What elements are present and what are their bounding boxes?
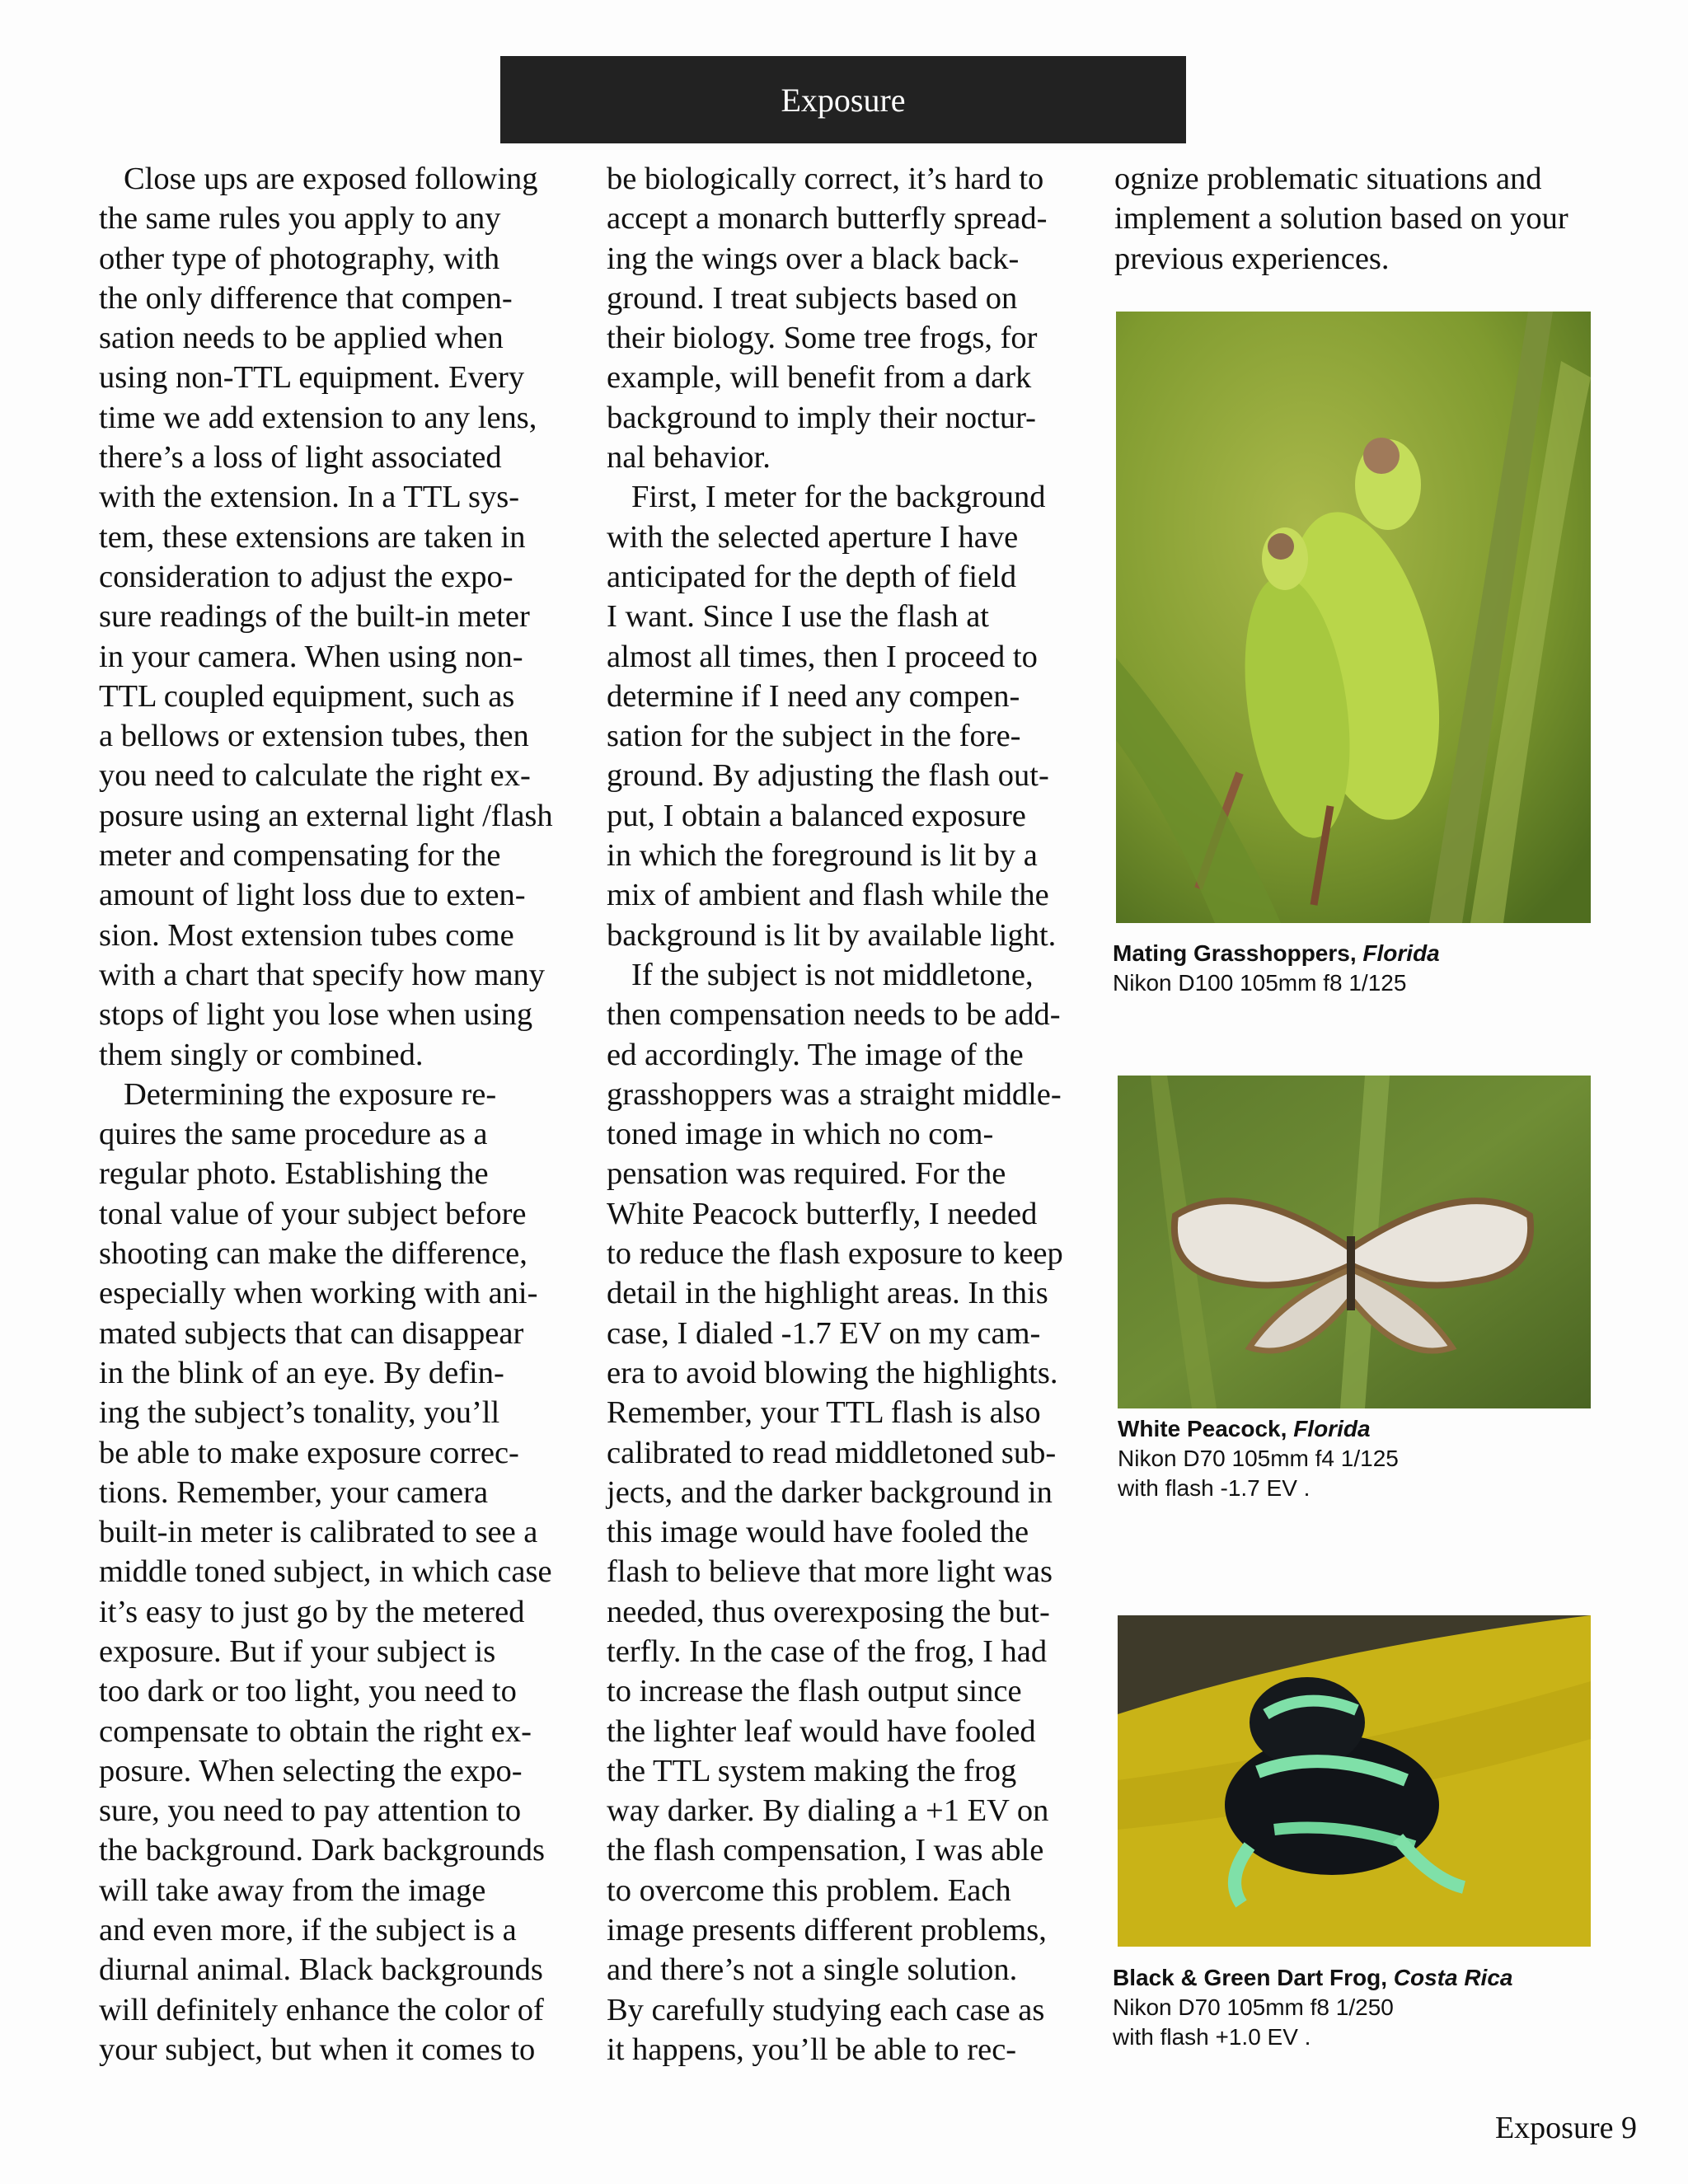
text-line: pensation was required. For the [607, 1156, 1006, 1192]
text-line: in which the foreground is lit by a [607, 838, 1038, 874]
figure-caption [1118, 1414, 1399, 1503]
caption-location: Florida [1293, 1416, 1371, 1441]
text-line: especially when working with ani- [99, 1276, 538, 1311]
text-line: the same rules you apply to any [99, 201, 501, 237]
butterfly-photo [1118, 1076, 1591, 1408]
text-line: mated subjects that can disappear [99, 1315, 524, 1351]
text-line: a bellows or extension tubes, then [99, 719, 529, 754]
text-line: stops of light you lose when using [99, 997, 533, 1033]
caption-title: White Peacock, Florida [1118, 1416, 1371, 1441]
text-line: previous experiences. [1114, 241, 1390, 276]
text-line: diurnal animal. Black backgrounds [99, 1952, 543, 1988]
text-line: case, I dialed -1.7 EV on my cam- [607, 1315, 1041, 1351]
text-line: and even more, if the subject is a [99, 1913, 517, 1948]
text-line: White Peacock butterfly, I needed [607, 1196, 1038, 1231]
text-line: with the extension. In a TTL sys- [99, 480, 520, 515]
text-line: to increase the flash output since [607, 1674, 1022, 1709]
text-line: tem, these extensions are taken in [99, 519, 526, 555]
text-line: compensate to obtain the right ex- [99, 1713, 532, 1749]
caption-location: Florida [1362, 940, 1440, 966]
text-line: Remember, your TTL flash is also [607, 1395, 1041, 1431]
text-line: built-in meter is calibrated to see a [99, 1515, 538, 1550]
text-line: be able to make exposure correc- [99, 1435, 519, 1470]
text-line: put, I obtain a balanced exposure [607, 798, 1026, 833]
grasshoppers-photo [1116, 312, 1591, 923]
text-line: determine if I need any compen- [607, 678, 1020, 714]
text-line: be biologically correct, it’s hard to [607, 162, 1044, 196]
text-line: with a chart that specify how many [99, 957, 545, 992]
text-line: the lighter leaf would have fooled [607, 1713, 1036, 1749]
text-line: to overcome this problem. Each [607, 1872, 1011, 1908]
text-line: terfly. In the case of the frog, I had [607, 1633, 1048, 1669]
text-line: amount of light loss due to exten- [99, 878, 526, 913]
caption-line: Nikon D100 105mm f8 1/125 [1113, 970, 1407, 996]
text-column-3 [1114, 159, 1609, 279]
text-line: regular photo. Establishing the [99, 1156, 489, 1192]
text-line: tonal value of your subject before [99, 1196, 527, 1231]
text-line: sation for the subject in the fore- [607, 719, 1021, 754]
text-line: their biology. Some tree frogs, for [607, 321, 1038, 356]
text-line: this image would have fooled the [607, 1515, 1029, 1550]
text-line: image presents different problems, [607, 1913, 1047, 1948]
text-line: consideration to adjust the expo- [99, 559, 513, 594]
text-line: toned image in which no com- [607, 1117, 994, 1152]
page-number: Exposure 9 [1494, 2111, 1637, 2145]
caption-line: Nikon D70 105mm f8 1/250 [1113, 1994, 1394, 2020]
text-line: the background. Dark backgrounds [99, 1833, 545, 1868]
text-line: ing the wings over a black back- [607, 241, 1020, 276]
caption-title: Black & Green Dart Frog, Costa Rica [1113, 1965, 1513, 1990]
text-line: accept a monarch butterfly spread- [607, 201, 1048, 237]
text-line: I want. Since I use the flash at [607, 599, 989, 635]
text-line: tions. Remember, your camera [99, 1474, 489, 1510]
text-line: will take away from the image [99, 1872, 486, 1908]
text-line: By carefully studying each case as [607, 1992, 1045, 2027]
caption-location: Costa Rica [1393, 1965, 1513, 1990]
text-line: other type of photography, with [99, 241, 500, 276]
text-line: background is lit by available light. [607, 917, 1057, 953]
text-line: in your camera. When using non- [99, 639, 523, 674]
text-line: and there’s not a single solution. [607, 1952, 1018, 1988]
text-line: flash to believe that more light was [607, 1554, 1053, 1590]
text-column-1 [99, 159, 577, 2069]
text-line: shooting can make the difference, [99, 1236, 528, 1272]
text-line: If the subject is not middletone, [631, 957, 1034, 992]
text-line: middle toned subject, in which case [99, 1554, 552, 1590]
page-footer [1495, 2110, 1637, 2146]
text-line: quires the same procedure as a [99, 1117, 488, 1152]
text-line: it’s easy to just go by the metered [99, 1594, 525, 1629]
text-line: jects, and the darker background in [607, 1474, 1053, 1510]
text-line: sure readings of the built-in meter [99, 599, 530, 635]
figure-caption [1113, 939, 1440, 998]
text-line: to reduce the flash exposure to keep [607, 1236, 1063, 1272]
text-line: era to avoid blowing the highlights. [607, 1355, 1058, 1390]
text-line: First, I meter for the background [631, 480, 1046, 515]
text-line: too dark or too light, you need to [99, 1674, 517, 1709]
text-line: way darker. By dialing a +1 EV on [607, 1793, 1049, 1829]
text-line: calibrated to read middletoned sub- [607, 1435, 1057, 1470]
text-line: ing the subject’s tonality, you’ll [99, 1395, 500, 1431]
caption-title: Mating Grasshoppers, Florida [1113, 940, 1440, 966]
text-line: sion. Most extension tubes come [99, 917, 514, 953]
text-line: posure using an external light /flash [99, 798, 553, 833]
text-line: ground. I treat subjects based on [607, 280, 1018, 316]
text-line: ognize problematic situations and [1114, 162, 1542, 196]
text-line: you need to calculate the right ex- [99, 758, 531, 794]
text-line: background to imply their noctur- [607, 400, 1036, 435]
caption-line: with flash -1.7 EV . [1118, 1475, 1311, 1501]
text-line: the flash compensation, I was able [607, 1833, 1044, 1868]
text-line: posure. When selecting the expo- [99, 1753, 523, 1788]
text-line: TTL coupled equipment, such as [99, 678, 515, 714]
text-line: your subject, but when it comes to [99, 2032, 536, 2067]
text-line: will definitely enhance the color of [99, 1992, 544, 2027]
text-column-2 [607, 159, 1085, 2069]
text-line: detail in the highlight areas. In this [607, 1276, 1048, 1311]
text-line: implement a solution based on your [1114, 201, 1568, 237]
text-line: the TTL system making the frog [607, 1753, 1017, 1788]
text-line: in the blink of an eye. By defin- [99, 1355, 504, 1390]
text-line: Close ups are exposed following [124, 162, 538, 196]
text-line: example, will benefit from a dark [607, 360, 1032, 396]
section-title: Exposure [781, 81, 906, 119]
text-line: sure, you need to pay attention to [99, 1793, 522, 1829]
text-line: almost all times, then I proceed to [607, 639, 1038, 674]
figure-caption [1113, 1963, 1512, 2052]
caption-line: Nikon D70 105mm f4 1/125 [1118, 1446, 1399, 1471]
text-line: the only difference that compen- [99, 280, 513, 316]
text-line: sation needs to be applied when [99, 321, 504, 356]
text-line: mix of ambient and flash while the [607, 878, 1049, 913]
text-line: there’s a loss of light associated [99, 440, 502, 476]
text-line: ground. By adjusting the flash out- [607, 758, 1049, 794]
text-line: exposure. But if your subject is [99, 1633, 496, 1669]
text-line: meter and compensating for the [99, 838, 501, 874]
caption-line: with flash +1.0 EV . [1113, 2024, 1311, 2050]
text-line: anticipated for the depth of field [607, 559, 1017, 594]
text-line: using non-TTL equipment. Every [99, 360, 525, 396]
text-line: Determining the exposure re- [124, 1076, 497, 1112]
text-line: it happens, you’ll be able to rec- [607, 2032, 1017, 2067]
text-line: ed accordingly. The image of the [607, 1037, 1024, 1072]
text-line: them singly or combined. [99, 1037, 424, 1072]
frog-photo [1118, 1615, 1591, 1947]
text-line: then compensation needs to be add- [607, 997, 1061, 1033]
text-line: nal behavior. [607, 440, 771, 476]
text-line: time we add extension to any lens, [99, 400, 537, 435]
text-line: needed, thus overexposing the but- [607, 1594, 1050, 1629]
section-header [500, 56, 1186, 143]
text-line: grasshoppers was a straight middle- [607, 1076, 1062, 1112]
text-line: with the selected aperture I have [607, 519, 1019, 555]
